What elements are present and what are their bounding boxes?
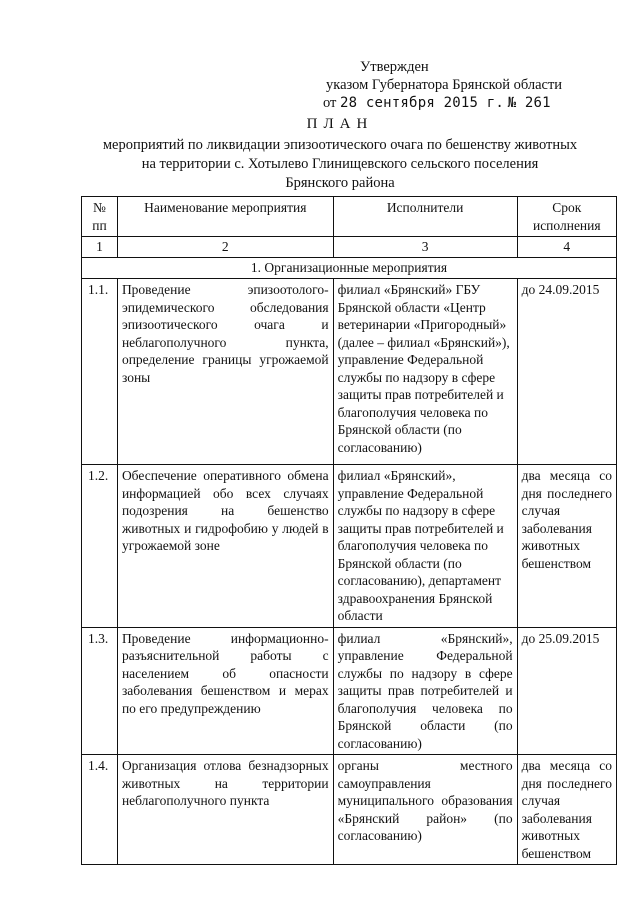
approval-stamp (318, 58, 618, 112)
plan-subtitle-line1: мероприятий по ликвидации эпизоотического очага по бешенству животных (102, 137, 578, 153)
table-header-row (82, 197, 617, 237)
row-measure: Проведение эпизоотолого-эпидемического обследования эпизоотического очага и неблагополучного пункта, определение границы угрожаемой зоны (117, 279, 333, 465)
header-name: Наименование мероприятия (117, 197, 333, 237)
row-term: два месяца со дня последнего случая заболевания животных бешенством (517, 755, 616, 865)
row-number: 1.1. (82, 279, 118, 465)
row-number: 1.3. (82, 627, 118, 755)
section-title: 1. Организационные мероприятия (82, 258, 617, 279)
measures-table (81, 196, 617, 865)
row-executors: филиал «Брянский», управление Федеральной службы по надзору в сфере защиты прав потребителей и благополучия человека по Брянской области (по согласованию), департамент здравоохранения Брянской области (333, 465, 517, 628)
section-row (82, 258, 617, 279)
approval-number: № 261 (507, 95, 551, 111)
row-term: до 24.09.2015 (517, 279, 616, 465)
header-num: № пп (82, 197, 118, 237)
col-number: 1 (82, 237, 118, 258)
table-row (82, 279, 617, 465)
plan-subtitle-line2: на территории с. Хотылево Глинищевского сельского поселения (141, 156, 539, 172)
plan-subtitle-line3: Брянского района (285, 175, 395, 191)
col-number: 2 (117, 237, 333, 258)
table-row (82, 755, 617, 865)
row-number: 1.4. (82, 755, 118, 865)
approval-date: 28 сентября 2015 г. (340, 95, 504, 111)
document-title (80, 115, 600, 193)
row-term: два месяца со дня последнего случая заболевания животных бешенством (517, 465, 616, 628)
approval-decree: указом Губернатора Брянской области (326, 77, 563, 93)
table-row (82, 465, 617, 628)
row-number: 1.2. (82, 465, 118, 628)
row-executors: филиал «Брянский» ГБУ Брянской области «Центр ветеринарии «Пригородный» (далее – филиал «Брянский»), управление Федеральной службы по надзору в сфере защиты прав потребителей и благополучия человека по Брянской области (по согласованию) (333, 279, 517, 465)
column-number-row (82, 237, 617, 258)
plan-heading: ПЛАН (306, 116, 374, 132)
approval-title: Утвержден (360, 59, 429, 75)
row-measure: Организация отлова безнадзорных животных на территории неблагополучного пункта (117, 755, 333, 865)
header-executors: Исполнители (333, 197, 517, 237)
row-measure: Проведение информационно-разъяснительной работы с населением об опасности заболевания бешенством и мерах по его предупреждению (117, 627, 333, 755)
approval-date-line (318, 94, 618, 112)
row-measure: Обеспечение оперативного обмена информацией обо всех случаях подозрения на бешенство животных и гидрофобию у людей в угрожаемой зоне (117, 465, 333, 628)
row-executors: органы местного самоуправления муниципального образования «Брянский район» (по согласованию) (333, 755, 517, 865)
table-row (82, 627, 617, 755)
approval-date-prefix: от (323, 95, 341, 111)
header-term: Срок исполнения (517, 197, 616, 237)
row-term: до 25.09.2015 (517, 627, 616, 755)
col-number: 3 (333, 237, 517, 258)
row-executors: филиал «Брянский», управление Федеральной службы по надзору в сфере защиты прав потребителей и благополучия человека по Брянской области (по согласованию) (333, 627, 517, 755)
col-number: 4 (517, 237, 616, 258)
